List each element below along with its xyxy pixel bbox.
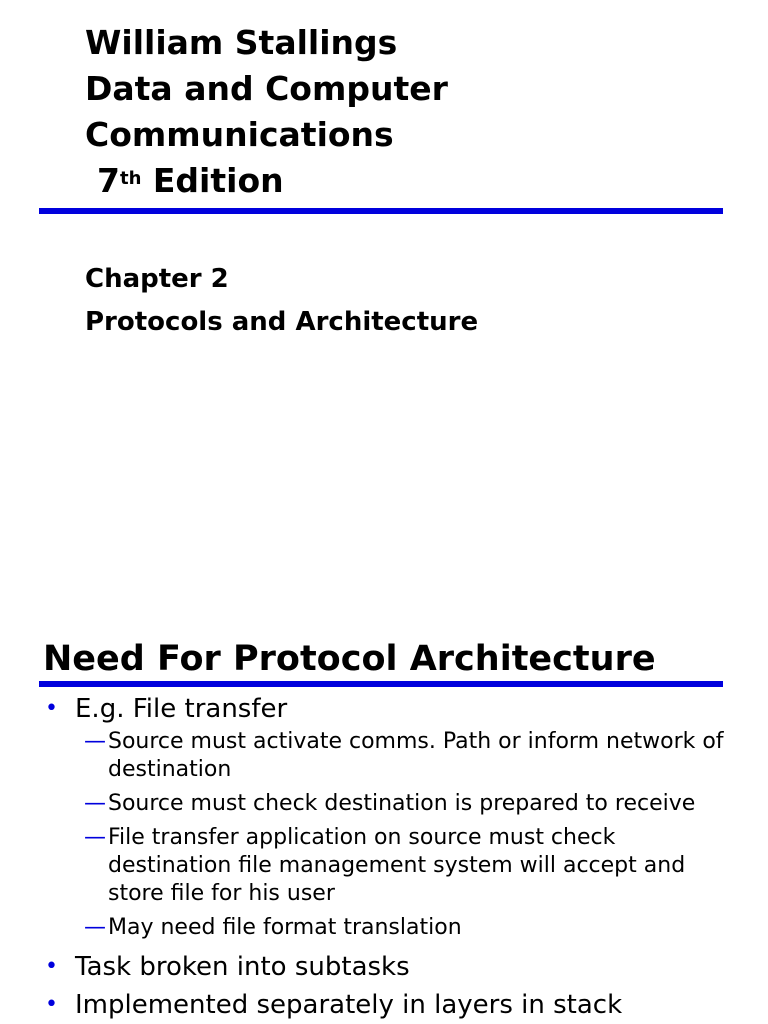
bullet-text: Implemented separately in layers in stack	[75, 990, 623, 1020]
bullet-row	[43, 690, 733, 728]
sub-bullet-text: Source must activate comms. Path or inform network of destination	[108, 729, 724, 782]
chapter-block	[85, 258, 478, 344]
chapter-name: Protocols and Architecture	[85, 307, 479, 337]
chapter-number: Chapter 2	[85, 264, 229, 294]
title-line-3: Communications	[85, 115, 394, 154]
sub-bullet-text: May need file format translation	[108, 915, 462, 940]
bullet-dot-icon: •	[45, 992, 58, 1017]
edition-suffix: th	[119, 168, 142, 189]
bullet-row	[43, 986, 733, 1024]
bullet-text: Task broken into subtasks	[75, 952, 410, 982]
book-title	[85, 20, 448, 204]
edition-number: 7	[97, 161, 120, 200]
bullet-list	[43, 690, 733, 1024]
dash-icon: —	[84, 915, 106, 940]
bullet-item	[43, 986, 733, 1024]
title-author: William Stallings	[85, 23, 398, 62]
edition-word: Edition	[152, 161, 284, 200]
sub-bullet-item	[43, 790, 733, 818]
sub-bullet-text: File transfer application on source must check destination file management system will accept and store file for his user	[108, 825, 686, 906]
title-edition	[85, 158, 448, 204]
title-divider	[39, 208, 723, 214]
slide-heading: Need For Protocol Architecture	[43, 639, 656, 679]
sub-bullet-item	[43, 728, 733, 784]
heading-divider	[39, 681, 723, 687]
dash-icon: —	[84, 729, 106, 754]
bullet-row	[43, 948, 733, 986]
bullet-text: E.g. File transfer	[75, 694, 288, 724]
sub-bullet-item	[43, 914, 733, 942]
sub-bullet-text: Source must check destination is prepared to receive	[108, 791, 696, 816]
bullet-item	[43, 690, 733, 942]
sub-bullet-list	[43, 728, 733, 942]
dash-icon: —	[84, 791, 106, 816]
title-line-2: Data and Computer	[85, 69, 448, 108]
bullet-dot-icon: •	[45, 954, 58, 979]
sub-bullet-item	[43, 824, 733, 908]
bullet-item	[43, 948, 733, 986]
bullet-dot-icon: •	[45, 696, 58, 721]
dash-icon: —	[84, 825, 106, 850]
